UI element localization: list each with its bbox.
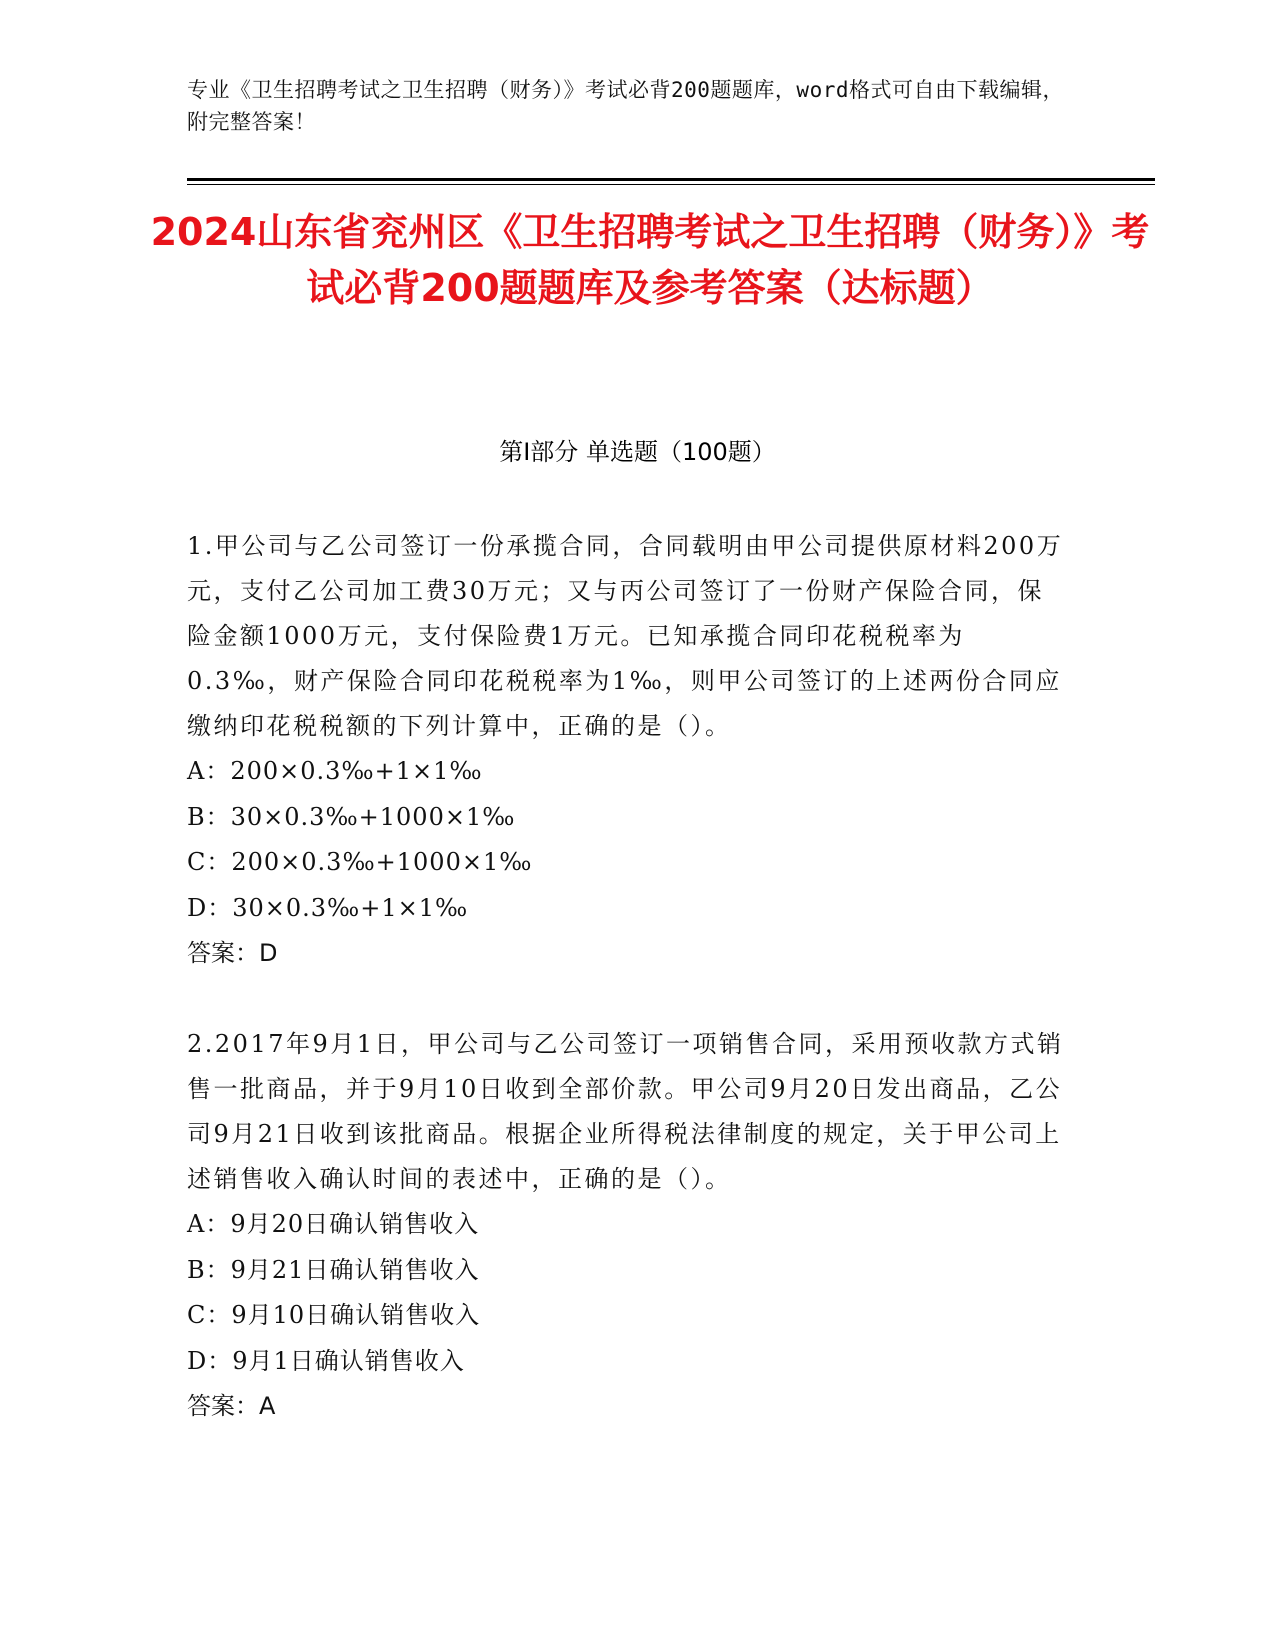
question-stem: 1.甲公司与乙公司签订一份承揽合同，合同载明由甲公司提供原材料200万元，支付乙公司加工费30万元；又与丙公司签订了一份财产保险合同，保险金额1000万元，支付保险费1万元。已知承揽合同印花税税率为0.3‰，财产保险合同印花税税率为1‰，则甲公司签订的上述两份合同应缴纳印花税税额的下列计算中，正确的是（）。 [187, 532, 1064, 740]
question-1 [187, 524, 1067, 975]
option-list [187, 749, 1067, 931]
option-b: B：9月21日确认销售收入 [187, 1255, 480, 1284]
option-b: B：30×0.3‰+1000×1‰ [187, 802, 516, 831]
header-note: 专业《卫生招聘考试之卫生招聘（财务）》考试必背200题题库，word格式可自由下载编辑，附完整答案！ [187, 78, 1064, 134]
answer-line: 答案：A [187, 1392, 276, 1420]
option-a: A：9月20日确认销售收入 [187, 1210, 480, 1238]
question-2 [187, 1022, 1067, 1428]
document-title: 2024山东省兖州区《卫生招聘考试之卫生招聘（财务）》考试必背200题题库及参考答案（达标题） [150, 210, 1150, 310]
header-divider-thick [187, 178, 1155, 181]
section-heading: 第Ⅰ部分 单选题（100题） [499, 438, 776, 466]
option-d: D：9月1日确认销售收入 [187, 1346, 465, 1375]
option-list [187, 1202, 1067, 1384]
option-c: C：9月10日确认销售收入 [187, 1301, 481, 1329]
question-stem: 2.2017年9月1日，甲公司与乙公司签订一项销售合同，采用预收款方式销售一批商品，并于9月10日收到全部价款。甲公司9月20日发出商品，乙公司9月21日收到该批商品。根据企业所得税法律制度的规定，关于甲公司上述销售收入确认时间的表述中，正确的是（）。 [187, 1030, 1064, 1193]
option-a: A：200×0.3‰+1×1‰ [187, 757, 483, 785]
answer-line: 答案：D [187, 939, 278, 967]
option-d: D：30×0.3‰+1×1‰ [187, 893, 469, 922]
option-c: C：200×0.3‰+1000×1‰ [187, 848, 533, 876]
header-divider-thin [187, 184, 1155, 185]
